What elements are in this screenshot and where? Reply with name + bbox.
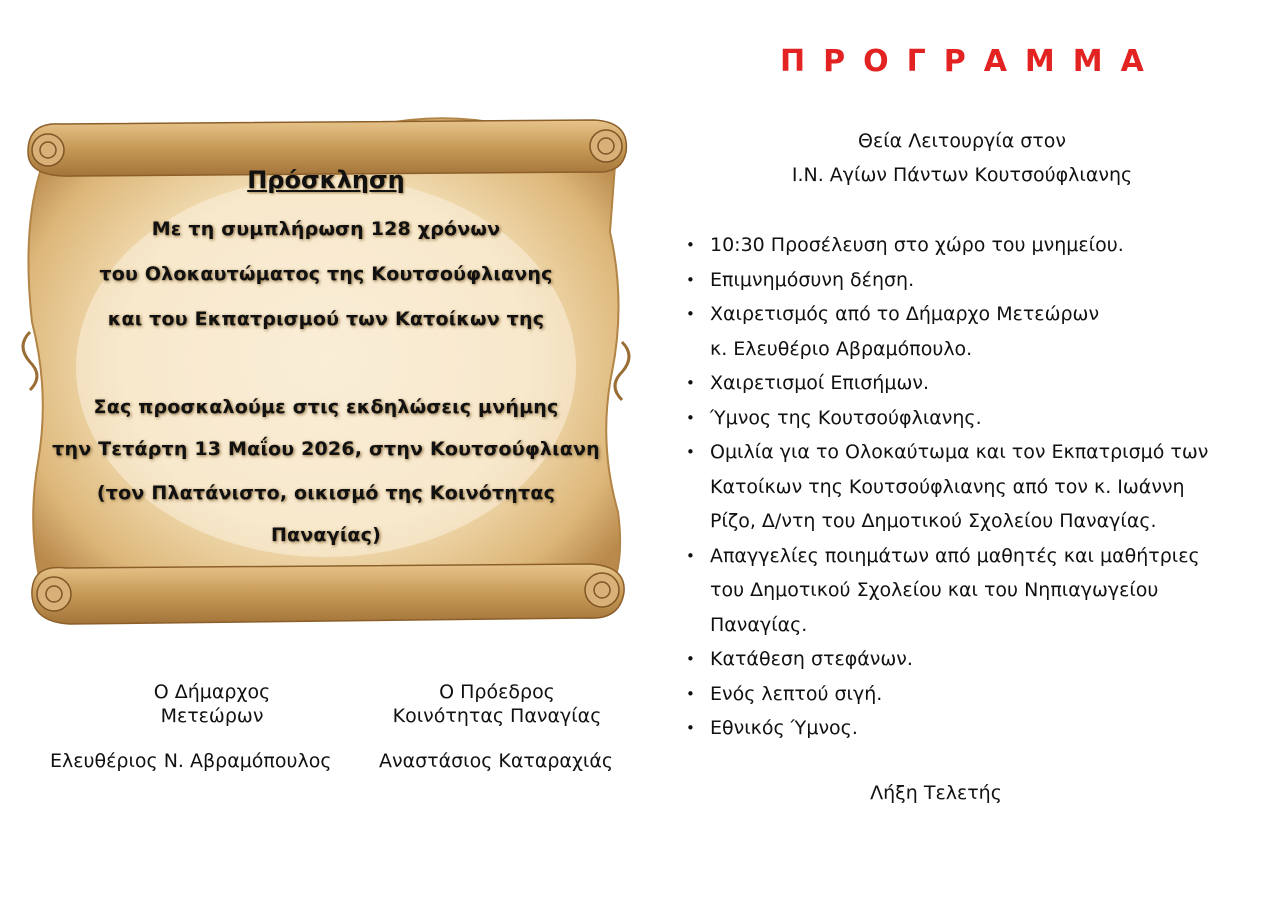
president-title: Ο Πρόεδρος (439, 681, 555, 703)
list-item: • 10:30 Προσέλευση στο χώρο του μνημείου. (686, 228, 1246, 263)
invitation-line: Με τη συμπλήρωση 128 χρόνων (151, 218, 501, 240)
invitation-title: Πρόσκληση (247, 166, 405, 194)
list-item: • Ενός λεπτού σιγή. (686, 677, 1246, 712)
bullet-icon: • (686, 374, 695, 392)
invitation-line: την Τετάρτη 13 Μαΐου 2026, στην Κουτσούφλιανη (52, 438, 600, 460)
list-item: • Ύμνος της Κουτσούφλιανης. (686, 401, 1246, 436)
bullet-icon: • (686, 650, 695, 668)
program-intro-line1: Θεία Λειτουργία στον (858, 130, 1066, 152)
president-community: Κοινότητας Παναγίας (392, 705, 602, 727)
bullet-icon: • (686, 443, 695, 461)
bullet-icon: • (686, 408, 695, 427)
invitation-line: και του Εκπατρισμού των Κατοίκων της (107, 308, 545, 330)
list-item: • Χαιρετισμός από το Δήμαρχο Μετεώρων κ. Ελευθέριο Αβραμόπουλο. (686, 297, 1246, 366)
mayor-municipality: Μετεώρων (160, 705, 264, 727)
invitation-line: Σας προσκαλούμε στις εκδηλώσεις μνήμης (93, 396, 559, 418)
list-item: • Απαγγελίες ποιημάτων από μαθητές και μαθήτριες του Δημοτικού Σχολείου και του Νηπιαγωγείου Παναγίας. (686, 539, 1246, 643)
invitation-line: του Ολοκαυτώματος της Κουτσούφλιανης (99, 263, 553, 285)
list-item: • Κατάθεση στεφάνων. (686, 642, 1246, 677)
list-item: • Επιμνημόσυνη δέηση. (686, 263, 1246, 298)
bullet-icon: • (686, 305, 695, 323)
program-list (686, 228, 1246, 746)
program-title: ΠΡΟΓΡΑΜΜΑ (780, 44, 1162, 79)
program-closing: Λήξη Τελετής (870, 782, 1002, 804)
list-item: • Χαιρετισμοί Επισήμων. (686, 366, 1246, 401)
invitation-line: Παναγίας) (270, 524, 382, 546)
mayor-title: Ο Δήμαρχος (153, 681, 271, 703)
list-item: • Εθνικός Ύμνος. (686, 711, 1246, 746)
mayor-signature-block (112, 680, 312, 728)
program-intro-line2: Ι.Ν. Αγίων Πάντων Κουτσούφλιανης (791, 164, 1133, 186)
invitation-line: (τον Πλατάνιστο, οικισμό της Κοινότητας (96, 482, 556, 504)
invitation-scroll (14, 112, 638, 632)
bullet-icon: • (686, 719, 695, 737)
bullet-icon: • (686, 684, 695, 703)
mayor-name: Ελευθέριος Ν. Αβραμόπουλος (50, 750, 332, 772)
president-name: Αναστάσιος Καταραχιάς (379, 750, 614, 772)
bullet-icon: • (686, 236, 695, 254)
bullet-icon: • (686, 546, 695, 565)
invitation-text (14, 112, 638, 632)
president-signature-block (382, 680, 612, 728)
bullet-icon: • (686, 270, 695, 289)
list-item: • Ομιλία για το Ολοκαύτωμα και τον Εκπατρισμό των Κατοίκων της Κουτσούφλιανης από τον κ. Ιωάννη Ρίζο, Δ/ντη του Δημοτικού Σχολείου Παναγίας. (686, 435, 1246, 539)
